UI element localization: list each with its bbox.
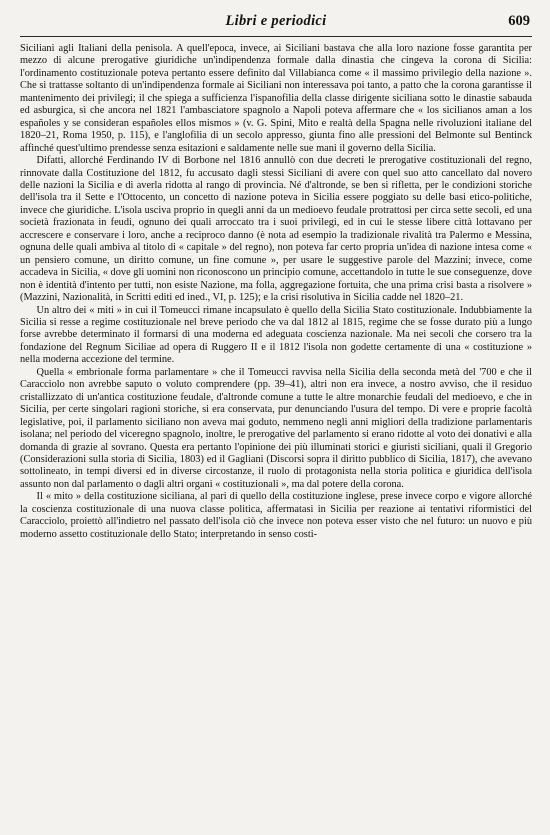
running-title: Libri e periodici [225,13,327,29]
paragraph-3: Un altro dei « miti » in cui il Tomeucci rimane incapsulato è quello della Sicilia Stato costituzionale. Indubbiamente la Sicilia si resse a regime costituzionale nel breve periodo che va dal 1812 al 1815, regime che se fosse durato più a lungo forse avrebbe determinato il formarsi di una moderna ed adeguata coscienza nazionale. Ma nei secoli che corsero tra la fondazione del Regnum Siciliae ad opera di Ruggero II e il 1812 l'isola non godette certamente di una « costituzione » nella moderna accezione del termine. [20,304,532,366]
page-number: 609 [508,13,530,29]
article-body [20,43,532,541]
journal-page [0,10,550,835]
paragraph-2: Difatti, allorché Ferdinando IV di Borbone nel 1816 annullò con due decreti le prerogative costituzionali del regno, rinnovate dalla Costituzione del 1812, fu accusato dagli stessi Siciliani di avere con quel suo atto cancellato dal novero delle nazioni la Sicilia e di averla ridotta al rango di provincia. Né d'altronde, se ben si rifletta, per le condizioni storiche dell'isola tra il Sette e l'Ottocento, un concetto di nazione poteva in Sicilia essere poggiato su delle basi etico-politiche, invece che giuridiche. L'isola usciva proprio in quegli anni da un medioevo feudale protrattosi per circa sette secoli, ed una società frazionata in feudi, ognuno dei quali arroccato tra i suoi privilegi, ed in cui le stesse libere città lottavano per accrescere e conservare i loro, anche a reciproco danno (è nota ad esempio la tradizionale rivalità tra Palermo e Messina, ognuna delle quali ambiva al titolo di « capitale » del regno), non poteva far certo propria un'idea di nazione intesa come « un pensiero comune, un diritto comune, un fine comune », per usare le suggestive parole del Mazzini; invece, come accadeva in Sicilia, « dove gli uomini non riconoscono un principio comune, accettandolo in tutte le sue conseguenze, dove non è identità d'intento per tutti, non esiste Nazione, ma folla, aggregazione fortuita, che una prima crisi basta a risolvere » (Mazzini, Nazionalità, in Scritti editi ed ined., VI, p. 125); e la crisi risolutiva in Sicilia cadde nel 1820–21. [20,155,532,304]
paragraph-1: Siciliani agli Italiani della penisola. A quell'epoca, invece, ai Siciliani bastava che alla loro nazione fosse garantita per mezzo di alcune prerogative giuridiche un'indipendenza formale dalla dinastia che cingeva la corona di Sicilia: l'ordinamento costituzionale poteva pertanto essere definito dal Villabianca come « il massimo privilegio della nazione ». Che si trattasse soltanto di un'indipendenza formale ai Siciliani non interessava poi tanto, a patto che la corona garantisse il mantenimento dei privilegi; il che spiega a sufficienza l'ispanofilia della classe dirigente siciliana sotto le dinastie sabauda ed asburgica, sì che ancora nel 1821 l'ambasciatore spagnolo a Napoli poteva affermare che « los sicilianos aman a los españoles y se consideran españoles ellos mismos » (v. G. Spini, Mito e realtà della Spagna nelle rivoluzioni italiane del 1820–21, Roma 1950, p. 115), e l'anglofilia di un secolo appresso, giunta fino alle pressioni del Belmonte sul Bentinck affinché quest'ultimo prendesse senza esitazioni e saldamente nelle sue mani il governo della Sicilia. [20,43,532,154]
paragraph-5: Il « mito » della costituzione siciliana, al pari di quello della costituzione inglese, prese invece corpo e vigore allorché la coscienza costituzionale di una nuova classe politica, affermatasi in Sicilia per reazione ai tentativi riformistici del Caracciolo, proiettò all'indietro nel passato dell'isola ciò che invece non poteva esser visto che nel futuro: un nuovo e più moderno assetto costituzionale dello Stato; interpretando in senso costi- [20,491,532,540]
paragraph-4: Quella « embrionale forma parlamentare » che il Tomeucci ravvisa nella Sicilia della seconda metà del '700 e che il Caracciolo non avrebbe saputo o voluto comprendere (pp. 39–41), altri non era invece, a nostro avviso, che il residuo cristallizzato di un'antica costituzione feudale, d'altronde comune a tutte le altre monarchie feudali del medioevo, e che in Sicilia, per certe singolari ragioni storiche, si era conservata, pur denunciando l'usura del tempo. Di vere e proprie facoltà legislative, poi, il parlamento siciliano non aveva mai goduto, nemmeno negli anni migliori della tradizione parlamentaris isolana; nel periodo del viceregno spagnolo, inoltre, le prerogative del parlamento si erano ridotte al voto dei donativi e alla domanda di grazie al sovrano. Questa era pertanto l'opinione dei più illuminati storici e giuristi siciliani, quali il Gregorio (Considerazioni sulla storia di Sicilia, 1803) ed il Gagliani (Discorsi sopra il diritto pubblico di Sicilia, 1817), che avevano sottolineato, in tempi diversi ed in diverse circostanze, il ruolo di protagonista nella storia politica e giuridica dell'isola assunto non dal parlamento o dagli altri organi « costituzionali », ma dal potere della corona. [20,366,532,490]
page-header [20,10,532,37]
